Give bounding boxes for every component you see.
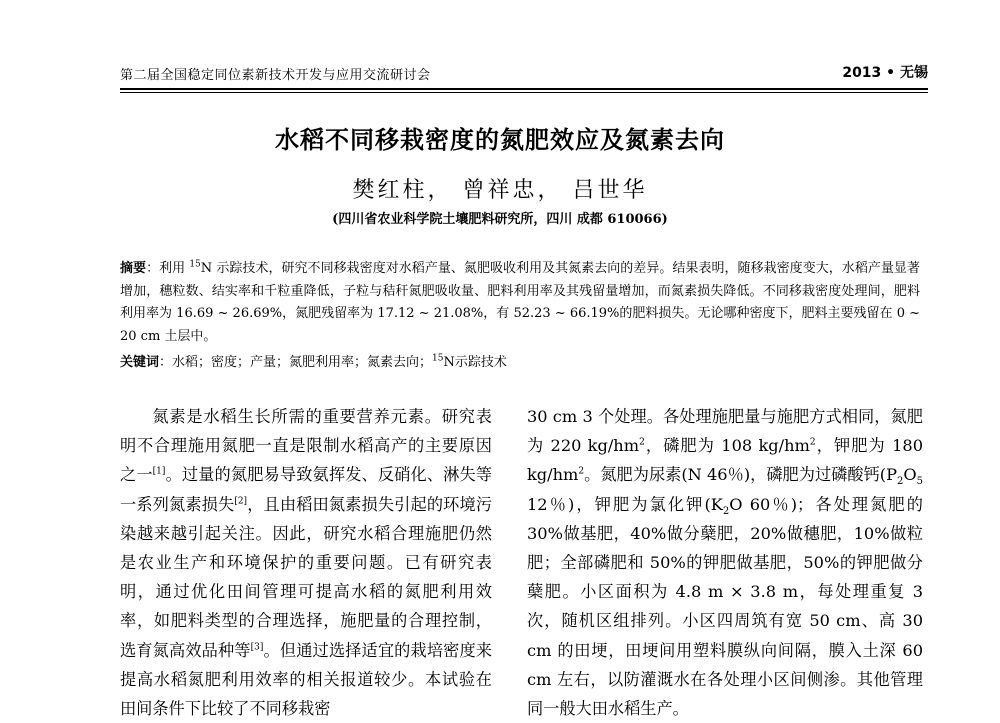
formula-sub-1: 2 [896, 476, 904, 488]
unit-sup-1: 2 [639, 437, 645, 448]
intro-text-3: ，且由稻田氮素损失引起的环境污染越来越引起关注。因此，研究水稻合理施肥仍然是农业生产和环境保护的重要问题。已有研究表明，通过优化田间管理可提高水稻的氮肥利用效率，如肥料类型的合理选择，施肥量的合理控制，选育氮高效品种等 [120, 494, 493, 660]
abstract-colon: ： [146, 261, 160, 276]
citation-3: [3] [250, 642, 264, 653]
abstract [120, 258, 920, 348]
keywords-label: 关键词 [120, 355, 160, 370]
header-rule-thick [120, 88, 928, 90]
citation-1: [1] [152, 467, 166, 478]
affiliation: (四川省农业科学院土壤肥料研究所，四川 成都 610066) [332, 212, 668, 227]
methods-text-d: 。氮肥为尿素(N 46％)，磷肥为过磷酸钙(P [584, 465, 897, 485]
header-rule-thin [120, 92, 928, 93]
citation-2: [2] [234, 496, 248, 507]
methods-text-c: ，钾肥为 180 kg/hm [527, 436, 923, 485]
right-column [527, 402, 923, 723]
keywords-isotope-superscript: 15 [432, 353, 444, 364]
unit-sup-3: 2 [578, 467, 585, 478]
isotope-superscript: 15 [189, 259, 201, 270]
methods-text-a: 30 cm 3 个处理。各处理施肥量与施肥方式相同，氮肥为 220 kg/hm [527, 407, 923, 456]
intro-text-1: 氮素是水稻生长所需的重要营养元素。研究表明不合理施用氮肥一直是限制水稻高产的主要原因之一 [120, 407, 492, 485]
formula-sub-2: 5 [916, 476, 923, 488]
paper-title: 水稻不同移栽密度的氮肥效应及氮素去向 [275, 126, 725, 154]
intro-text-4: 。但通过选择适宜的栽培密度来提高水稻氮肥利用效率的相关报道较少。本试验在田间条件下比较了不同移栽密 [120, 640, 493, 719]
methods-text-g: O 60％)；各处理氮肥的 30%做基肥，40%做分蘖肥，20%做穗肥，10%做粒肥；全部磷肥和 50%的钾肥做基肥，50%的钾肥做分蘖肥。小区面积为 4.8 m × 3.8 m，每处理重复 3 次，随机区组排列。小区四周筑有宽 50 cm、高 30 cm 的田埂，田埂间用塑料膜纵向间隔，膜入土深 60 cm 左右，以防灌溉水在各处理小区间侧渗。其他管理同一般大田水稻生产。 [527, 494, 923, 719]
abstract-iso-prefix: 利用 [159, 261, 190, 276]
methods-paragraph [527, 402, 923, 723]
keywords-isotope-text: N示踪技术 [443, 355, 507, 370]
keywords-colon: ： [159, 355, 173, 370]
date-place: 2013 • 无锡 [842, 65, 928, 81]
formula-sub-3: 2 [722, 505, 730, 517]
methods-text-e: O [903, 465, 917, 485]
intro-paragraph [120, 402, 492, 723]
running-header [120, 62, 928, 86]
keywords [120, 351, 920, 370]
intro-text-2: 。过量的氮肥易导致氨挥发、反硝化、淋失等一系列氮素损失 [120, 465, 493, 514]
methods-text-f: 12％)，钾肥为氯化钾(K [527, 494, 723, 514]
left-column [120, 402, 492, 723]
unit-sup-2: 2 [809, 437, 816, 448]
abstract-label: 摘要 [120, 261, 147, 276]
keywords-text: 水稻；密度；产量；氮肥利用率；氮素去向； [172, 355, 433, 370]
authors: 樊红柱， 曾祥忠， 吕世华 [352, 178, 648, 203]
conference-name: 第二届全国稳定同位素新技术开发与应用交流研讨会 [120, 68, 431, 83]
methods-text-b: ，磷肥为 108 kg/hm [644, 436, 810, 456]
abstract-text: N 示踪技术，研究不同移栽密度对水稻产量、氮肥吸收利用及其氮素去向的差异。结果表明，随移栽密度变大，水稻产量显著增加，穗粒数、结实率和千粒重降低，子粒与秸秆氮肥吸收量、肥料利用率及其残留量增加，而氮素损失降低。不同移栽密度处理间，肥料利用率为 16.69 ~ 26.69%，氮肥残留率为 17.12 ~ 21.08%，有 52.23 ~ 66.19%的肥料损失。无论哪种密度下，肥料主要残留在 0 ~ 20 cm 土层中。 [120, 261, 920, 344]
